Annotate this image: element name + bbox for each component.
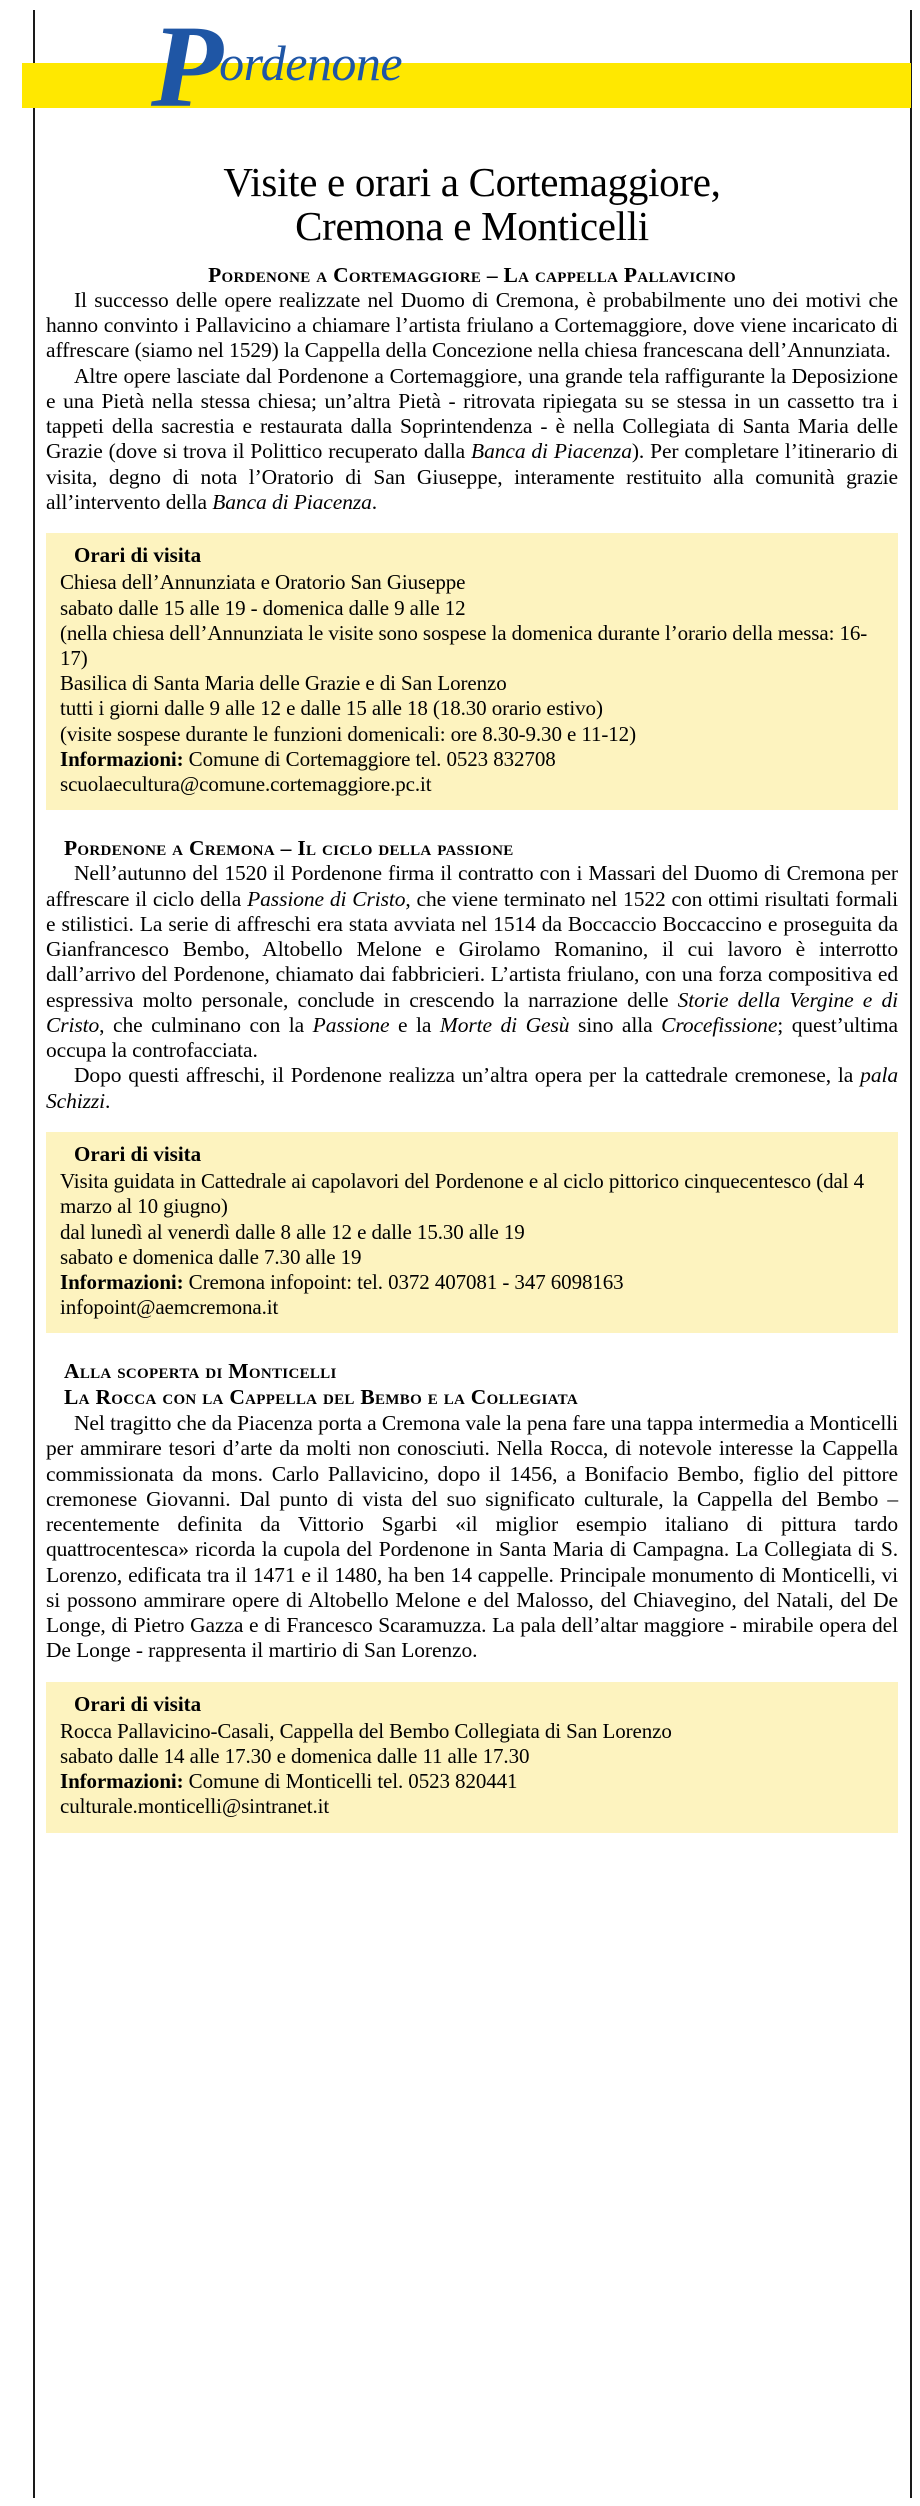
info-box-monticelli [46,1682,898,1833]
info-box-line: dal lunedì al venerdì dalle 8 alle 12 e dalle 15.30 alle 19 [60,1219,525,1244]
info-box-cortemaggiore [46,533,898,810]
paragraph: Nell’autunno del 1520 il Pordenone firma il contratto con i Massari del Duomo di Cremona per affrescare il ciclo della Passione di Cristo, che viene terminato nel 1522 con ottimi risultati formali e stilistici. La serie di affreschi era stata avviata nel 1514 da Boccaccio Boccaccino e proseguita da Gianfrancesco Bembo, Altobello Melone e Girolamo Romanino, il cui lavoro è interrotto dall’arrivo del Pordenone, chiamato dai fabbricieri. L’artista friulano, con una forza compositiva ed espressiva molto personale, conclude in crescendo la narrazione delle Storie della Vergine e di Cristo, che culminano con la Passione e la Morte di Gesù sino alla Crocefissione; quest’ultima occupa la controfacciata. [46,861,899,1063]
info-box-email[interactable]: culturale.monticelli@sintranet.it [60,1794,330,1819]
info-box-line: (nella chiesa dell’Annunziata le visite sono sospese la domenica durante l’orario della messa: 16-17) [60,620,868,670]
info-label: Informazioni: [60,746,184,771]
info-box-title: Orari di visita [74,1141,202,1166]
info-box-cremona [46,1132,898,1333]
info-box-line: (visite sospese durante le funzioni domenicali: ore 8.30-9.30 e 11-12) [60,721,636,746]
info-box-title: Orari di visita [74,1691,202,1716]
info-box-line: sabato dalle 15 alle 19 - domenica dalle 9 alle 12 [60,595,466,620]
info-box-email[interactable]: infopoint@aemcremona.it [60,1295,279,1320]
logo-drop-cap: P [151,1,220,132]
info-box-contact [60,1270,884,1295]
paragraph: Dopo questi affreschi, il Pordenone realizza un’altra opera per la cattedrale cremonese, la pala Schizzi. [46,1063,898,1113]
kicker-group-monticelli [46,1359,898,1410]
info-value: Comune di Cortemaggiore tel. 0523 832708 [183,746,556,771]
page-title [46,160,898,249]
info-box-line: Basilica di Santa Maria delle Grazie e di San Lorenzo [60,671,507,696]
info-box-line: Chiesa dell’Annunziata e Oratorio San Giuseppe [60,570,466,595]
section-kicker-cremona: Pordenone a Cremona – Il ciclo della passione [64,836,514,861]
info-label: Informazioni: [60,1269,184,1294]
paragraph: Nel tragitto che da Piacenza porta a Cremona vale la pena fare una tappa intermedia a Monticelli per ammirare tesori d’arte da molti non conosciuti. Nella Rocca, di notevole interesse la Cappella commissionata da mons. Carlo Pallavicino, dopo il 1456, a Bonifacio Bembo, figlio del pittore cremonese Giovanni. Dal punto di vista del suo significato culturale, la Cappella del Bembo – recentemente definita da Vittorio Sgarbi «il miglior esempio italiano di pittura tardo quattrocentesca» ricorda la cupola del Pordenone in Santa Maria di Campagna. La Collegiata di S. Lorenzo, edificata tra il 1471 e il 1480, ha ben 14 cappelle. Principale monumento di Monticelli, vi si possono ammirare opere di Altobello Melone e del Malosso, del Chiavegino, del Natali, del De Longe, di Pietro Gazza e di Francesco Scaramuzza. La pala dell’altar maggiore - mirabile opera del De Longe - rappresenta il martirio di San Lorenzo. [46,1411,898,1663]
section-kicker-monticelli-sub: La Rocca con la Cappella del Bembo e la Collegiata [64,1384,578,1409]
section-monticelli [46,1359,898,1832]
logo-wordmark: ordenone [219,35,403,91]
headline-line-2: Cremona e Monticelli [295,203,649,250]
column-rule-right [910,10,912,2498]
paragraph: Il successo delle opere realizzate nel Duomo di Cremona, è probabilmente uno dei motivi che hanno convinto i Pallavicino a chiamare l’artista friulano a Cortemaggiore, dove viene incaricato di affrescare (siamo nel 1529) la Cappella della Concezione nella chiesa francescana dell’Annunziata. [46,287,898,363]
info-label: Informazioni: [60,1769,184,1794]
info-value: Cremona infopoint: tel. 0372 407081 - 347 6098163 [183,1269,624,1294]
section-cremona [46,836,898,1333]
section-kicker-monticelli: Alla scoperta di Monticelli [64,1359,337,1384]
masthead-logo [151,1,403,132]
info-box-line: tutti i giorni dalle 9 alle 12 e dalle 15 alle 18 (18.30 orario estivo) [60,696,603,721]
masthead [46,0,898,140]
section-kicker-cortemaggiore: Pordenone a Cortemaggiore – La cappella Pallavicino [208,262,736,287]
info-value: Comune di Monticelli tel. 0523 820441 [183,1769,518,1794]
info-box-line: sabato e domenica dalle 7.30 alle 19 [60,1244,362,1269]
info-box-line: Visita guidata in Cattedrale ai capolavori del Pordenone e al ciclo pittorico cinquecentesco (dal 4 marzo al 10 giugno) [60,1169,865,1219]
spacer [46,249,898,263]
spacer [46,1333,898,1359]
section-cortemaggiore [46,263,898,811]
headline-line-1: Visite e orari a Cortemaggiore, [223,159,721,205]
info-box-contact [60,747,884,772]
info-box-line: Rocca Pallavicino-Casali, Cappella del Bembo Collegiata di San Lorenzo [60,1718,672,1743]
spacer [46,810,898,836]
info-box-contact [60,1769,884,1794]
paragraph: Altre opere lasciate dal Pordenone a Cortemaggiore, una grande tela raffigurante la Deposizione e una Pietà nella stessa chiesa; un’altra Pietà - ritrovata ripiegata su se stessa in un cassetto tra i tappeti della sacrestia e restaurata dalla Soprintendenza - è nella Collegiata di Santa Maria delle Grazie (dove si trova il Polittico recuperato dalla Banca di Piacenza). Per completare l’itinerario di visita, degno di nota l’Oratorio di San Giuseppe, interamente restituito alla comunità grazie all’intervento della Banca di Piacenza. [46,363,898,514]
column-rule-left [33,10,35,2498]
article-content [46,0,898,2506]
info-box-line: sabato dalle 14 alle 17.30 e domenica dalle 11 alle 17.30 [60,1743,530,1768]
info-box-title: Orari di visita [74,543,202,568]
info-box-email[interactable]: scuolaecultura@comune.cortemaggiore.pc.it [60,771,432,796]
